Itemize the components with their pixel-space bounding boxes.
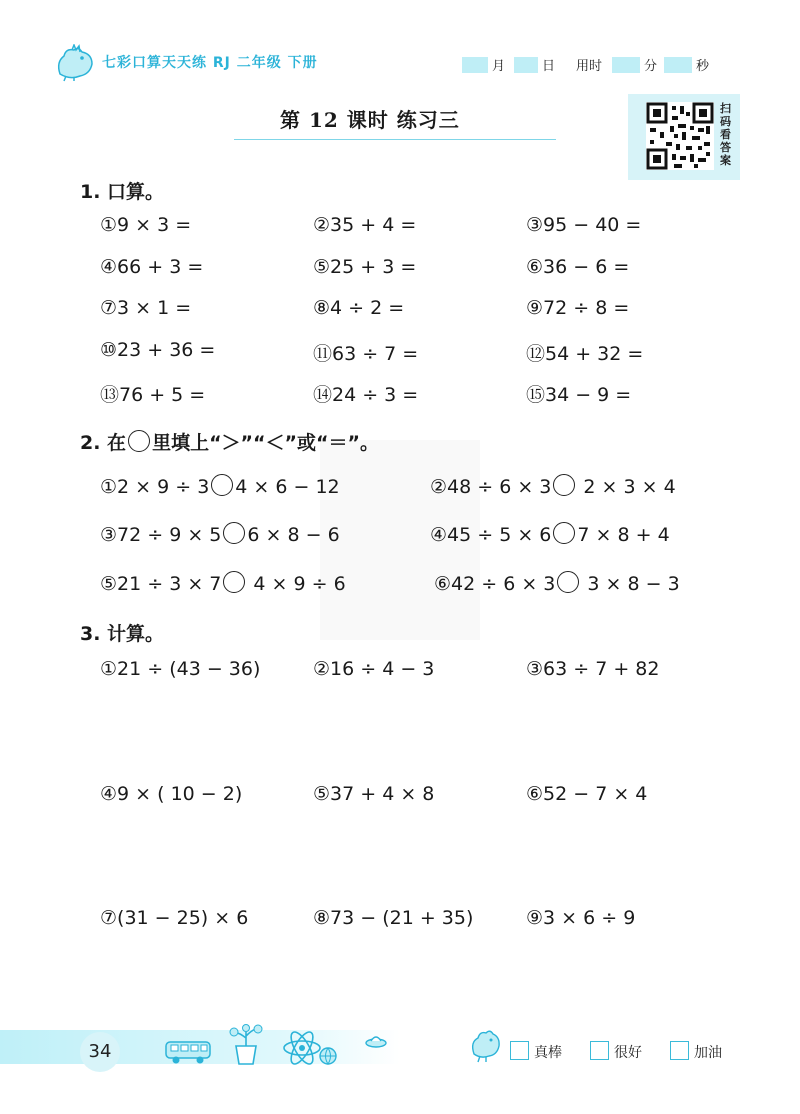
oral-calc-item: ⑪63 ÷ 7 = [313, 343, 419, 365]
oral-calc-item: ⑫54 + 32 = [526, 343, 644, 365]
qr-code-icon[interactable] [646, 102, 714, 170]
oral-calc-item: ①9 × 3 = [100, 214, 192, 236]
calculation-item: ⑤37 + 4 × 8 [313, 783, 435, 805]
section2-title [80, 428, 379, 455]
section2-title-pre: 2. 在 [80, 432, 127, 454]
compare-item [434, 571, 680, 595]
minutes-label: 分 [644, 59, 658, 74]
potted-plant-icon [226, 1022, 266, 1066]
compare-item [100, 522, 340, 546]
oral-calc-item: ⑩23 + 36 = [100, 339, 216, 361]
section2-title-post: 里填上“＞”“＜”或“＝”。 [152, 432, 379, 454]
oral-calc-item: ⑮34 − 9 = [526, 384, 632, 406]
section1-title: 1. 口算。 [80, 181, 165, 203]
oral-calc-item: ⑭24 ÷ 3 = [313, 384, 419, 406]
rating-label-good: 很好 [614, 1045, 642, 1061]
compare-right: 3 × 8 − 3 [581, 573, 680, 595]
rating-label-keep-going: 加油 [694, 1045, 722, 1061]
compare-left: ④45 ÷ 5 × 6 [430, 524, 552, 546]
compare-item [100, 571, 346, 595]
calculation-item: ①21 ÷ (43 − 36) [100, 658, 261, 680]
rooster-mascot-icon [52, 44, 98, 82]
month-label: 月 [492, 59, 506, 74]
oral-calc-item: ⑥36 − 6 = [526, 256, 630, 278]
answer-circle[interactable] [553, 474, 575, 496]
calculation-item: ②16 ÷ 4 − 3 [313, 658, 435, 680]
compare-right: 2 × 3 × 4 [577, 476, 676, 498]
calculation-item: ⑨3 × 6 ÷ 9 [526, 907, 636, 929]
oral-calc-item: ②35 + 4 = [313, 214, 417, 236]
section3-title: 3. 计算。 [80, 623, 165, 645]
calculation-item: ⑥52 − 7 × 4 [526, 783, 648, 805]
compare-right: 7 × 8 + 4 [577, 524, 670, 546]
rating-checkbox-good[interactable] [590, 1041, 609, 1060]
oral-calc-item: ⑧4 ÷ 2 = [313, 297, 405, 319]
compare-right: 6 × 8 − 6 [247, 524, 340, 546]
seconds-blank[interactable] [664, 57, 692, 73]
page-number: 34 [80, 1032, 120, 1072]
compare-item [430, 522, 670, 546]
bus-icon [164, 1036, 214, 1066]
oral-calc-item: ④66 + 3 = [100, 256, 204, 278]
page-title: 第 12 课时 练习三 [280, 108, 460, 132]
oral-calc-item: ③95 − 40 = [526, 214, 642, 236]
rating-checkbox-keep-going[interactable] [670, 1041, 689, 1060]
compare-right: 4 × 9 ÷ 6 [247, 573, 346, 595]
compare-left: ⑤21 ÷ 3 × 7 [100, 573, 222, 595]
answer-circle[interactable] [553, 522, 575, 544]
minutes-blank[interactable] [612, 57, 640, 73]
title-underline [234, 139, 556, 140]
scan-for-answers-label: 扫码看答案 [720, 102, 731, 167]
day-label: 日 [542, 59, 556, 74]
calculation-item: ⑦(31 − 25) × 6 [100, 907, 249, 929]
compare-left: ②48 ÷ 6 × 3 [430, 476, 552, 498]
ufo-icon [364, 1032, 388, 1050]
time-used-label: 用时 [576, 59, 603, 74]
seconds-label: 秒 [696, 59, 710, 74]
answer-circle[interactable] [557, 571, 579, 593]
globe-icon [318, 1046, 338, 1066]
rating-label-great: 真棒 [534, 1045, 562, 1061]
rooster-footer-icon [468, 1028, 502, 1064]
month-blank[interactable] [462, 57, 488, 73]
calculation-item: ⑧73 − (21 + 35) [313, 907, 474, 929]
oral-calc-item: ⑨72 ÷ 8 = [526, 297, 630, 319]
day-blank[interactable] [514, 57, 538, 73]
compare-left: ⑥42 ÷ 6 × 3 [434, 573, 556, 595]
compare-left: ③72 ÷ 9 × 5 [100, 524, 222, 546]
compare-right: 4 × 6 − 12 [235, 476, 340, 498]
compare-item [430, 474, 676, 498]
oral-calc-item: ⑬76 + 5 = [100, 384, 206, 406]
oral-calc-item: ⑦3 × 1 = [100, 297, 192, 319]
oral-calc-item: ⑤25 + 3 = [313, 256, 417, 278]
answer-circle[interactable] [223, 571, 245, 593]
circle-symbol-icon [128, 430, 150, 452]
series-title: 七彩口算天天练 RJ 二年级 下册 [102, 55, 318, 71]
calculation-item: ④9 × ( 10 − 2) [100, 783, 243, 805]
rating-checkbox-great[interactable] [510, 1041, 529, 1060]
answer-circle[interactable] [223, 522, 245, 544]
compare-left: ①2 × 9 ÷ 3 [100, 476, 210, 498]
answer-circle[interactable] [211, 474, 233, 496]
calculation-item: ③63 ÷ 7 + 82 [526, 658, 660, 680]
compare-item [100, 474, 340, 498]
